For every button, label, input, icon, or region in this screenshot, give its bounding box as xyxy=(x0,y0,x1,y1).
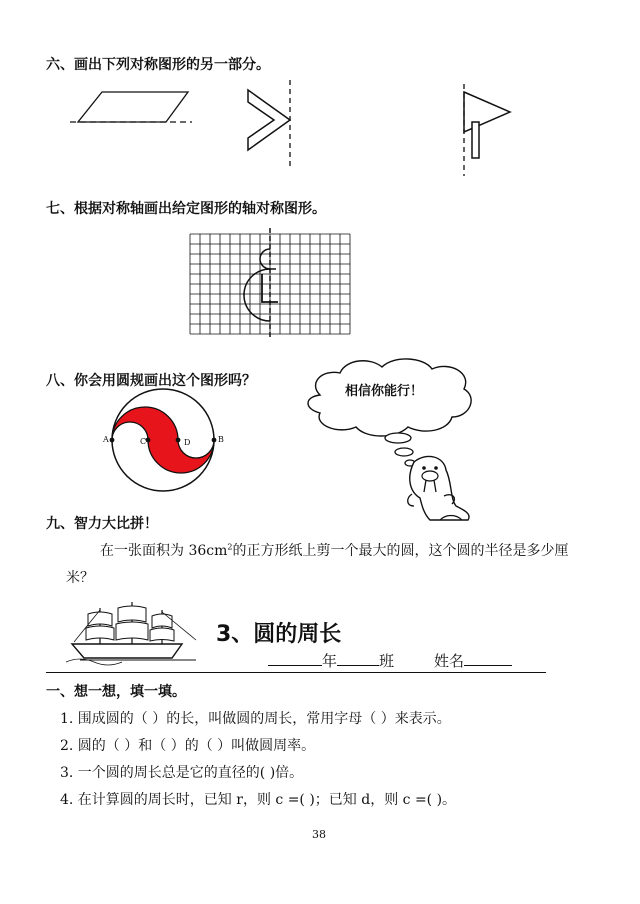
section7-heading: 七、根据对称轴画出给定图形的轴对称图形。 xyxy=(46,201,326,217)
page-number: 38 xyxy=(312,828,326,841)
question-1: 1. 围成圆的（ ）的长，叫做圆的周长，常用字母（ ）来表示。 xyxy=(60,711,451,727)
question-4: 4. 在计算圆的周长时，已知 r，则 c =( )；已知 d，则 c =( )。 xyxy=(60,792,457,808)
speech-bubble-text: 相信你能行！ xyxy=(345,384,424,399)
name-blank[interactable] xyxy=(464,665,512,666)
class-blank[interactable] xyxy=(337,665,379,666)
parallelogram-figure xyxy=(66,86,192,130)
point-c-label: C xyxy=(140,437,147,446)
question-3: 3. 一个圆的周长总是它的直径的( )倍。 xyxy=(60,765,304,781)
grade-label: 年 xyxy=(322,652,338,670)
point-a-label: A xyxy=(103,435,109,444)
section8-heading: 八、你会用圆规画出这个图形吗？ xyxy=(46,373,256,389)
sailing-ship-illustration xyxy=(60,600,200,670)
walrus-illustration xyxy=(400,452,476,524)
symmetry-grid xyxy=(190,234,356,334)
question-2: 2. 圆的（ ）和（ ）的（ ）叫做圆周率。 xyxy=(60,738,316,754)
part1-heading: 一、想一想，填一填。 xyxy=(46,684,186,700)
name-label: 姓名 xyxy=(434,652,465,670)
lesson-title: 3、圆的周长 xyxy=(216,622,342,647)
point-b-label: B xyxy=(218,435,224,444)
header-divider xyxy=(46,672,546,673)
grade-class-name-line xyxy=(268,650,512,671)
grade-blank[interactable] xyxy=(268,665,322,666)
section9-problem-line1: 在一张面积为 $36cm^2$的正方形纸上剪一个最大的圆，这个圆的半径是多少厘 xyxy=(100,542,569,559)
section9-problem-line2: 米？ xyxy=(66,570,94,586)
class-label: 班 xyxy=(379,652,395,670)
section9-heading: 九、智力大比拼！ xyxy=(46,516,158,532)
chevron-figure xyxy=(244,78,304,168)
section6-heading: 六、画出下列对称图形的另一部分。 xyxy=(46,57,270,73)
point-d-label: D xyxy=(184,438,191,447)
flag-figure xyxy=(452,82,522,178)
circle-yin-figure xyxy=(100,390,230,500)
